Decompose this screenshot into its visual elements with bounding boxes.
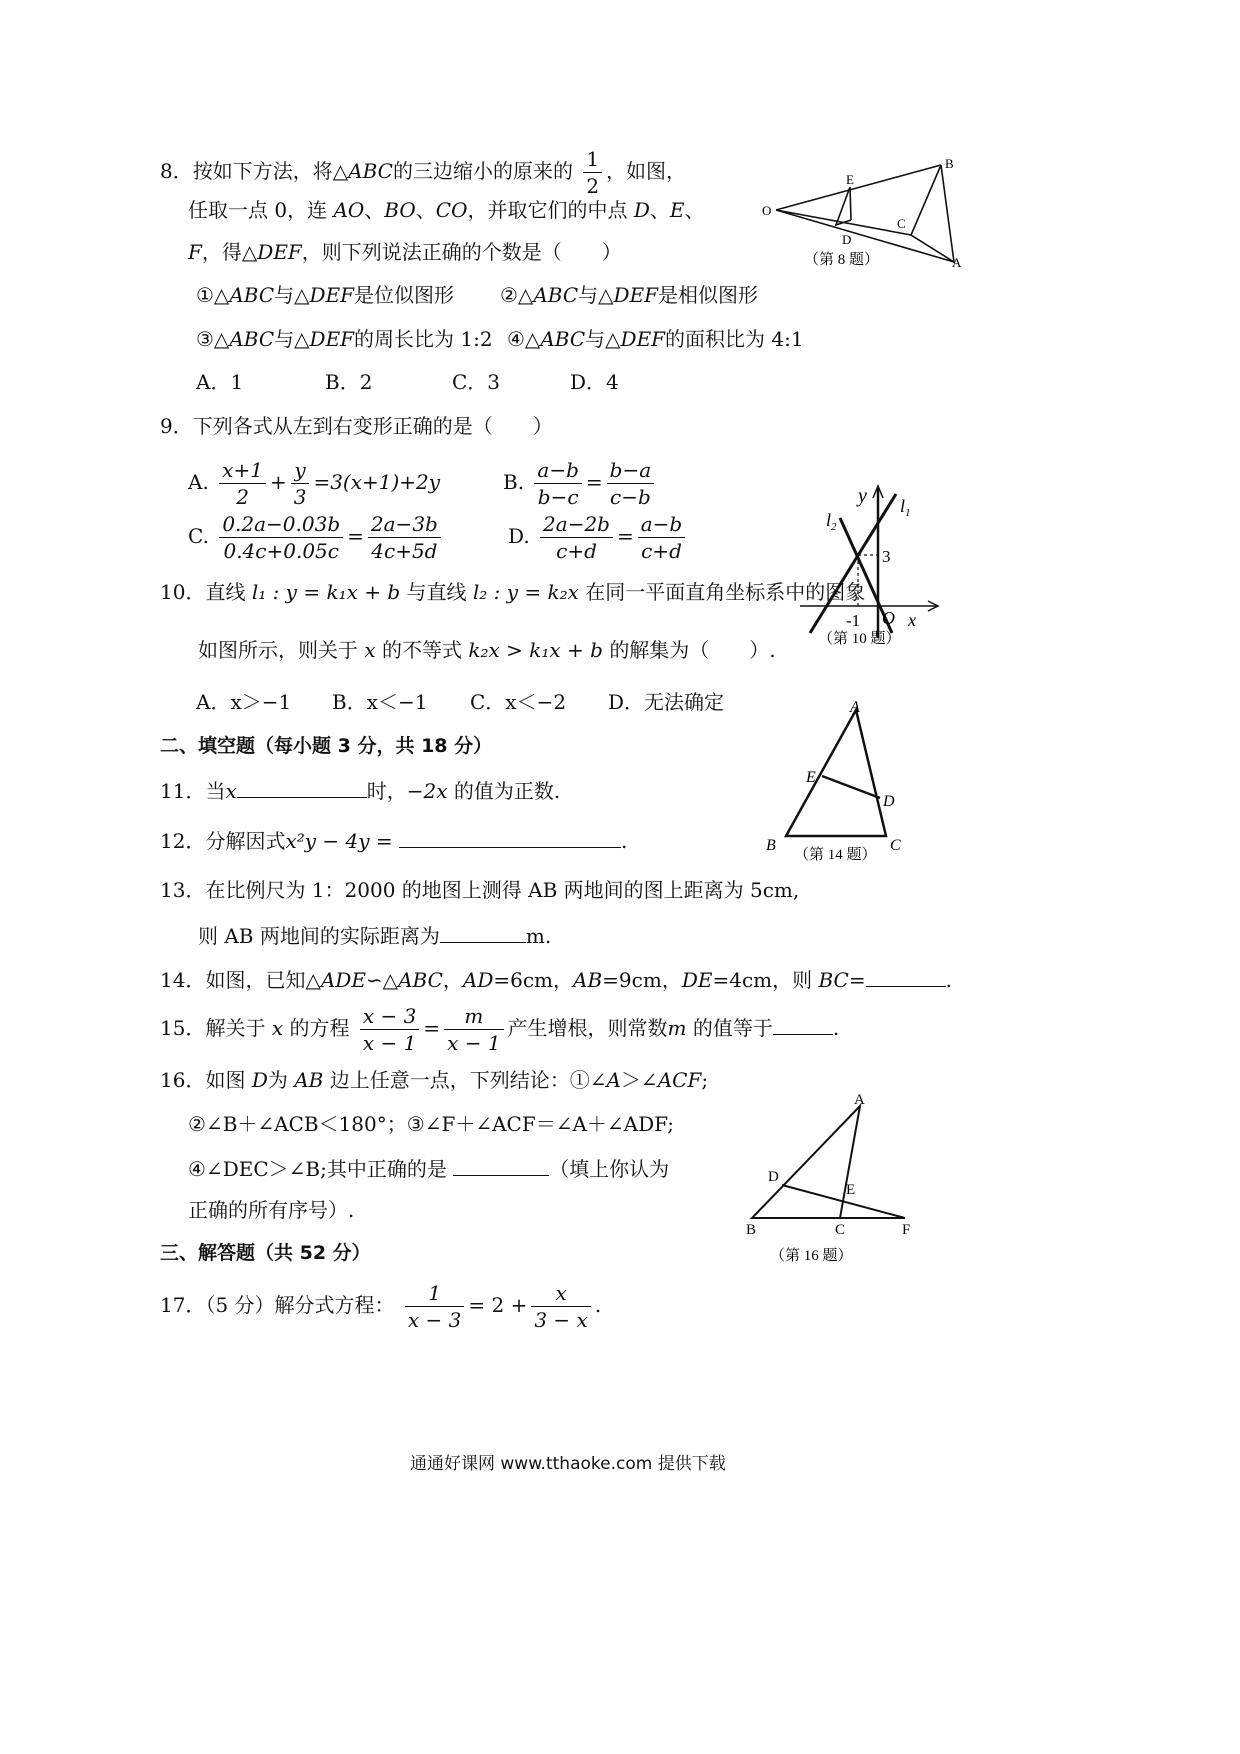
q8-option-a: A．1 xyxy=(196,370,244,394)
q8-statement-4: ④△ABC与△DEF的面积比为 4:1 xyxy=(507,327,804,351)
q8-statement-2: ②△ABC与△DEF是相似图形 xyxy=(500,283,759,307)
q8-statement-3: ③△ABC与△DEF的周长比为 1:2 xyxy=(196,327,493,351)
q16-line4: 正确的所有序号）. xyxy=(188,1198,355,1222)
q8-label-e: E xyxy=(846,172,854,187)
q10-line1: 10．直线 l₁ : y = k₁x + b 与直线 l₂ : y = k₂x 在同一平面直角坐标系中的图象 xyxy=(160,580,866,604)
q10-label-y: y xyxy=(858,485,867,507)
q14: 14．如图，已知△ADE∽△ABC，AD=6cm，AB=9cm，DE=4cm，则 BC= . xyxy=(160,968,952,992)
q16-label-e: E xyxy=(846,1182,856,1198)
q13-line1: 13．在比例尺为 1：2000 的地图上测得 AB 两地间的图上距离为 5cm, xyxy=(160,878,800,902)
q10-option-d: D．无法确定 xyxy=(608,690,725,714)
q15-answer-blank[interactable] xyxy=(773,1014,833,1035)
q14-label-d: D xyxy=(883,793,895,810)
q8-label-b: B xyxy=(945,156,954,171)
q12-answer-blank[interactable] xyxy=(399,827,621,848)
q8-label-c: C xyxy=(897,216,906,231)
q10-label-l1: $l_1$ xyxy=(900,496,911,519)
q15: 15．解关于 x 的方程 $\frac{x - 3}{x - 1}$ = $\frac{m}{x - 1}$ 产生增根，则常数m 的值等于 . xyxy=(160,1004,840,1055)
section-2-heading: 二、填空题（每小题 3 分，共 18 分） xyxy=(160,735,493,757)
q16-answer-blank[interactable] xyxy=(453,1155,549,1176)
q10-caption: （第 10 题） xyxy=(818,631,901,647)
q9-stem: 9．下列各式从左到右变形正确的是（ ） xyxy=(160,414,553,438)
q16-line1: 16．如图 D为 AB 边上任意一点，下列结论：①∠A＞∠ACF; xyxy=(160,1068,709,1092)
q10-label-3: 3 xyxy=(882,547,891,566)
q17: 17．（5 分）解分式方程： $\frac{1}{x - 3}$ = 2 + $\frac{x}{3 - x}$ . xyxy=(160,1281,602,1332)
q10-figure xyxy=(800,478,945,650)
q14-label-b: B xyxy=(766,837,776,854)
q8-label-d: D xyxy=(842,232,852,247)
q9-option-a: A. $\frac{x+1}{2}$ + $\frac{y}{3}$ =3(x+1)+2y xyxy=(188,458,441,509)
q14-label-a: A xyxy=(850,699,860,716)
q10-option-c: C．x＜−2 xyxy=(470,690,567,714)
q8-line3: F，得△DEF，则下列说法正确的个数是（ ） xyxy=(188,240,622,264)
section-3-heading: 三、解答题（共 52 分） xyxy=(160,1242,371,1264)
q10-line2: 如图所示，则关于 x 的不等式 k₂x > k₁x + b 的解集为（ ）. xyxy=(198,638,776,662)
q8-figure xyxy=(756,150,976,275)
q8-option-c: C．3 xyxy=(452,370,501,394)
q8-caption: （第 8 题） xyxy=(804,252,880,268)
q12: 12．分解因式x²y − 4y = . xyxy=(160,829,628,853)
q16-label-f: F xyxy=(902,1222,911,1238)
q14-label-e: E xyxy=(806,769,816,786)
q16-label-a: A xyxy=(854,1092,865,1108)
q8-label-o: O xyxy=(762,203,772,218)
q14-caption: （第 14 题） xyxy=(794,847,877,863)
q8-statement-1: ①△ABC与△DEF是位似图形 xyxy=(196,283,455,307)
q14-figure xyxy=(760,696,910,868)
q16-caption: （第 16 题） xyxy=(770,1248,853,1264)
q16-line3: ④∠DEC＞∠B;其中正确的是 （填上你认为 xyxy=(188,1157,670,1181)
q8-label-a: A xyxy=(952,255,962,270)
q11-answer-blank[interactable] xyxy=(237,777,367,798)
q16-figure xyxy=(740,1088,930,1270)
q13-line2: 则 AB 两地间的实际距离为 m. xyxy=(198,924,552,948)
q8-fraction: $\frac{1}{2}$ xyxy=(583,146,602,199)
q10-option-a: A．x＞−1 xyxy=(196,690,292,714)
q10-label-o: O xyxy=(882,608,895,628)
q8-line2: 任取一点 0，连 AO、BO、CO，并取它们的中点 D、E、 xyxy=(188,198,705,222)
q14-answer-blank[interactable] xyxy=(866,966,946,987)
q14-label-c: C xyxy=(890,837,901,854)
q10-option-b: B．x＜−1 xyxy=(332,690,428,714)
q10-label-l2: $l_2$ xyxy=(826,510,837,533)
q13-answer-blank[interactable] xyxy=(440,922,526,943)
q10-label-minus1: -1 xyxy=(846,611,861,630)
footer: 通通好课网 www.tthaoke.com 提供下载 xyxy=(410,1454,726,1474)
q8-option-d: D．4 xyxy=(570,370,619,394)
q9-option-b: B. $\frac{a-b}{b-c}$ = $\frac{b-a}{c-b}$ xyxy=(503,452,658,512)
q16-label-c: C xyxy=(835,1222,846,1238)
q10-label-x: x xyxy=(908,610,916,630)
q16-line2: ②∠B＋∠ACB＜180°；③∠F＋∠ACF＝∠A＋∠ADF; xyxy=(188,1112,675,1136)
q11: 11．当x 时，−2x 的值为正数. xyxy=(160,779,561,803)
q16-label-d: D xyxy=(768,1169,779,1185)
q16-label-b: B xyxy=(746,1222,757,1238)
q9-option-c: C. $\frac{0.2a-0.03b}{0.4c+0.05c}$ = $\frac{2a-3b}{4c+5d}$ xyxy=(188,506,445,566)
q8-option-b: B．2 xyxy=(325,370,373,394)
q8-line1: 8．按如下方法，将△ABC的三边缩小的原来的 $\frac{1}{2}$ ，如图， xyxy=(160,147,687,198)
q9-option-d: D. $\frac{2a-2b}{c+d}$ = $\frac{a-b}{c+d}$ xyxy=(508,506,689,566)
